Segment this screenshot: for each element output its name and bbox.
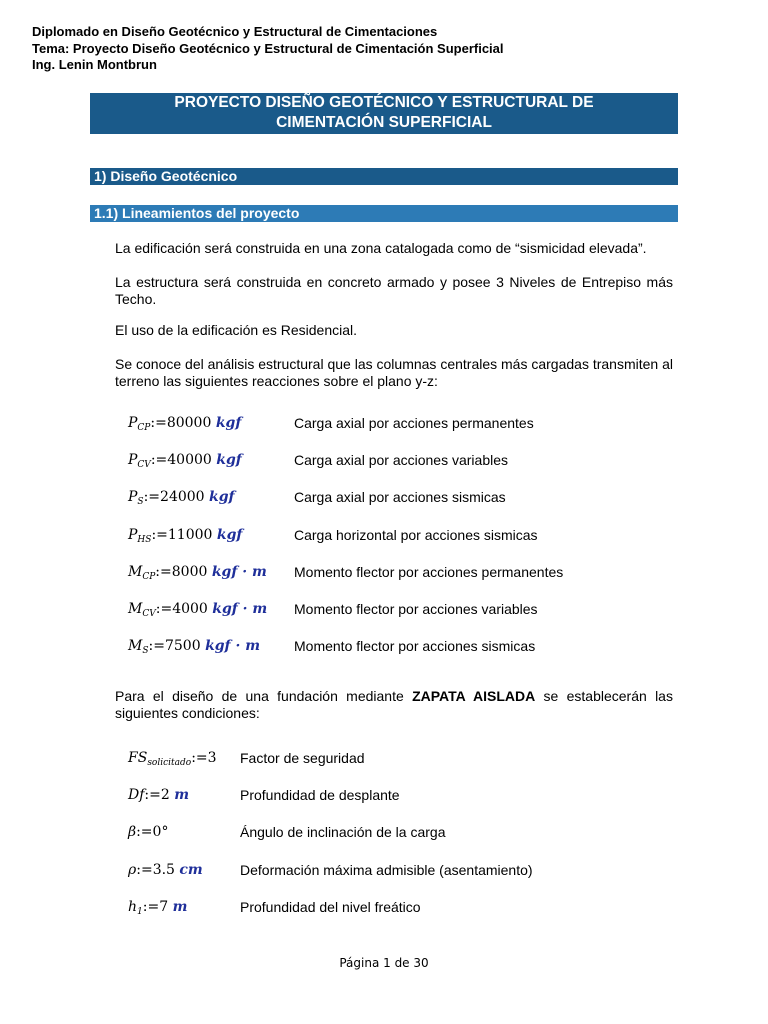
assignment-operator: := [150,452,168,469]
formula-unit: kgf [216,452,242,469]
load-description: Momento flector por acciones permanentes [294,563,564,580]
formula-symbol: P [128,415,138,431]
formula-symbol: P [128,452,138,469]
formula-symbol: P [128,526,138,543]
condition-description: Deformación máxima admisible (asentamiento) [240,861,533,878]
load-description: Carga axial por acciones permanentes [294,415,534,431]
assignment-operator: := [144,787,161,804]
load-formula [128,636,260,661]
section-heading-geotechnical: 1) Diseño Geotécnico [90,168,678,185]
formula-symbol: ρ [128,861,137,878]
formula-unit: kgf [216,526,243,543]
formula-subscript: S [142,646,149,657]
assignment-operator: := [136,824,153,841]
formula-symbol: M [128,563,143,580]
formula-symbol: M [128,638,143,655]
load-description: Momento flector por acciones sismicas [294,638,536,655]
condition-description: Profundidad del nivel freático [240,898,421,915]
formula-unit: kgf [215,415,242,431]
formula-subscript: CV [137,460,151,471]
formula-symbol: β [128,824,137,841]
assignment-operator: := [191,750,208,766]
formula-value: 7 [159,898,169,915]
condition-formula [128,785,189,805]
isolated-footing-term: ZAPATA AISLADA [412,688,536,704]
load-formula [128,413,241,438]
assignment-operator: := [150,415,167,431]
load-description: Momento flector por acciones variables [294,601,538,617]
condition-description: Factor de seguridad [240,750,365,766]
course-title: Diplomado en Diseño Geotécnico y Estructural de Cimentaciones [32,24,438,39]
formula-unit: cm [179,861,203,878]
paragraph-text-after: se establecerán las siguientes condiciones: [115,688,673,721]
load-description: Carga axial por acciones variables [294,452,508,469]
project-title-banner [90,93,678,134]
assignment-operator: := [148,638,165,655]
formula-value: 4000 [172,601,208,617]
formula-unit: kgf · m [212,601,268,617]
assignment-operator: := [151,526,168,543]
formula-unit: m [172,898,188,915]
paragraph-text-before: Para el diseño de una fundación mediante [115,688,413,704]
load-formula [128,525,242,550]
formula-value: 8000 [171,563,208,580]
paragraph-structure: La estructura será construida en concreto armado y posee 3 Niveles de Entrepiso más Techo. [115,274,673,307]
assignment-operator: := [155,563,172,580]
formula-value: 3.5 [152,861,175,878]
condition-description: Profundidad de desplante [240,787,400,804]
subsection-heading-guidelines: 1.1) Lineamientos del proyecto [90,205,678,222]
assignment-operator: := [143,489,161,506]
load-description: Carga axial por acciones sismicas [294,489,506,506]
condition-formula [128,860,203,880]
condition-formula [128,822,168,842]
formula-value: 7500 [164,638,201,655]
paragraph-reactions: Se conoce del análisis estructural que las columnas centrales más cargadas transmiten al terreno las siguientes reacciones sobre el plano y-z: [115,356,673,389]
formula-value: 11000 [167,526,213,543]
formula-symbol: P [128,489,138,506]
assignment-operator: := [136,861,153,878]
condition-formula [128,897,187,922]
formula-value: 40000 [167,452,212,469]
formula-subscript: HS [137,534,152,545]
load-formula [128,487,235,512]
formula-subscript: S [137,497,144,508]
banner-line-2: CIMENTACIÓN SUPERFICIAL [276,114,492,131]
formula-unit: m [174,787,190,804]
load-formula [128,450,242,475]
formula-value: 80000 [166,415,212,431]
formula-symbol: Df [128,787,145,804]
page-number: Página 1 de 30 [339,956,429,970]
assignment-operator: := [155,601,173,617]
paragraph-seismicity: La edificación será construida en una zona catalogada como de “sismicidad elevada”. [115,240,647,256]
formula-unit: kgf [209,489,235,506]
condition-description: Ángulo de inclinación de la carga [240,824,446,841]
formula-value: 2 [160,787,170,804]
paragraph-isolated-footing [115,688,673,722]
formula-symbol: FS [128,750,148,766]
formula-subscript: solicitado [147,758,192,768]
load-formula [128,599,267,624]
formula-symbol: M [128,601,143,617]
formula-value: 24000 [160,489,205,506]
formula-subscript: CP [142,571,156,582]
load-formula [128,562,267,587]
paragraph-usage: El uso de la edificación es Residencial. [115,322,358,338]
condition-formula [128,748,217,773]
load-description: Carga horizontal por acciones sismicas [294,526,538,543]
formula-unit: kgf · m [205,638,261,655]
banner-line-1: PROYECTO DISEÑO GEOTÉCNICO Y ESTRUCTURAL DE [174,94,594,111]
formula-subscript: CV [142,609,156,619]
formula-value: 3 [207,750,217,766]
formula-subscript: 1 [137,906,143,917]
author-name: Ing. Lenin Montbrun [32,57,157,72]
topic-title: Tema: Proyecto Diseño Geotécnico y Estructural de Cimentación Superficial [32,40,504,56]
assignment-operator: := [142,898,160,915]
formula-symbol: h [128,898,138,915]
formula-subscript: CP [137,423,151,433]
formula-value: 0° [152,824,169,841]
formula-unit: kgf · m [211,563,267,580]
document-header [32,24,504,74]
